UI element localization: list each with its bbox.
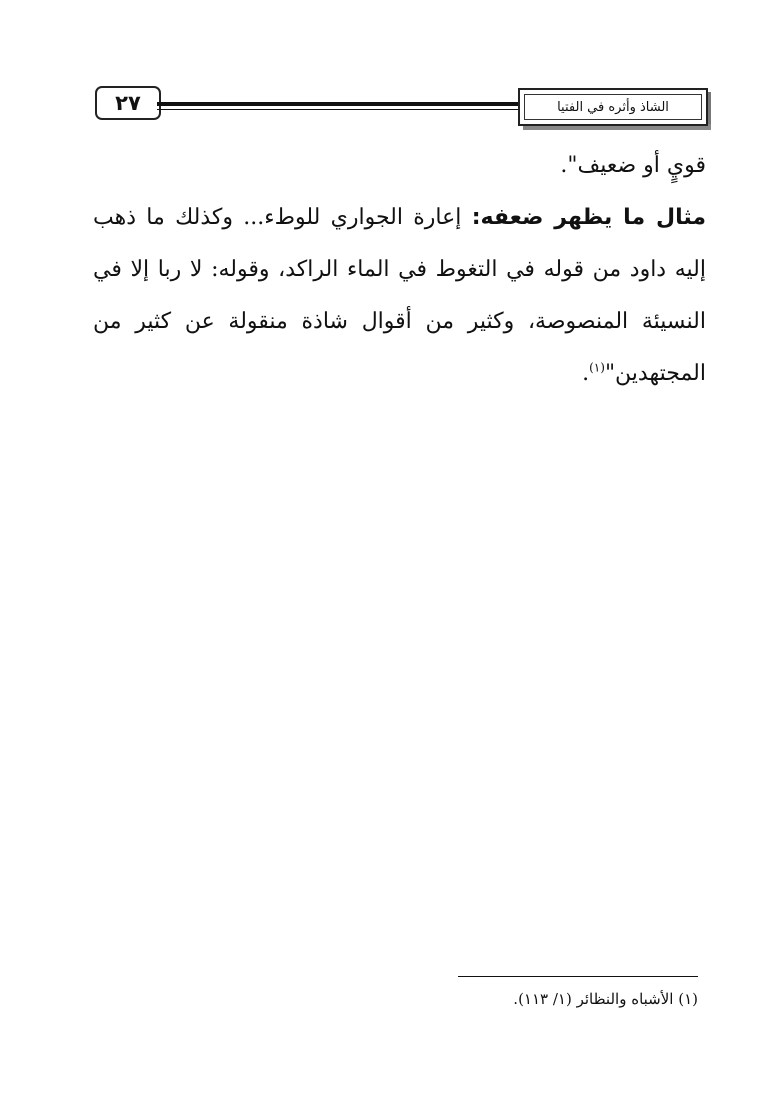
body-text xyxy=(93,140,706,400)
page-number-text: ٢٧ xyxy=(115,91,141,115)
header-rule xyxy=(157,102,518,106)
header-rule-thin xyxy=(157,109,518,110)
paragraph-text: إعارة الجواري للوطء... وكذلك ما ذهب إليه داود من قوله في التغوط في الماء الراكد، وقوله: لا ربا إلا في النسيئة المنصوصة، وكثير من أقوال شاذة منقولة عن كثير من المجتهدين" xyxy=(93,205,706,386)
example-label: مثال ما يظهر ضعفه: xyxy=(471,205,706,230)
body-line-1: قويٍ أو ضعيف". xyxy=(560,153,706,178)
footnote-separator xyxy=(458,976,698,977)
body-paragraph xyxy=(93,192,706,400)
page-number xyxy=(95,86,161,120)
running-title: الشاذ وأثره في الفتيا xyxy=(557,99,669,115)
footnote xyxy=(440,990,698,1008)
paragraph-end: . xyxy=(582,361,590,386)
running-title-box xyxy=(518,88,708,126)
footnote-reference: (١) xyxy=(589,360,605,375)
footnote-text: (١) الأشباه والنظائر (١/ ١١٣). xyxy=(513,990,698,1008)
